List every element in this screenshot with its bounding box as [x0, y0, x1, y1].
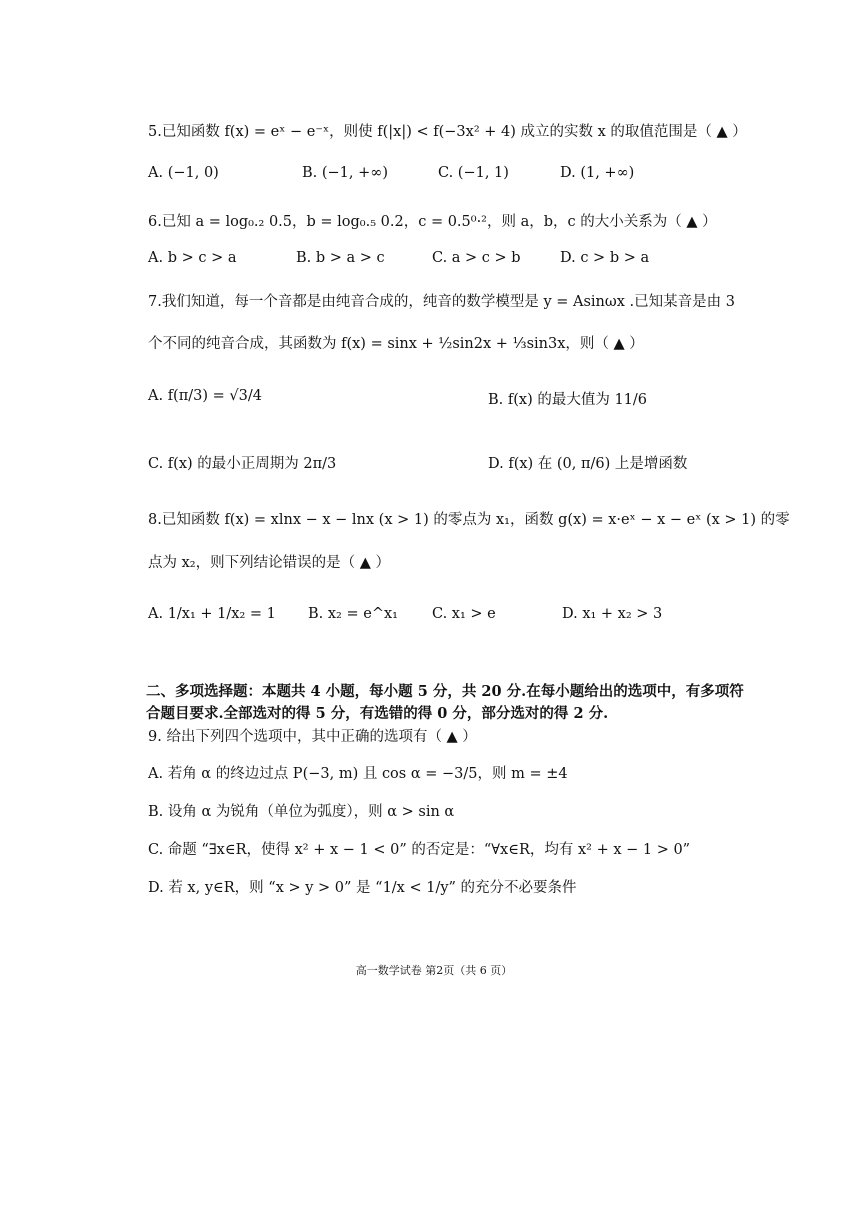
question-7-option-b: B. f(x) 的最大值为 11/6: [488, 392, 648, 408]
question-5-option-c: C. (−1, 1): [438, 165, 509, 181]
question-6-option-b: B. b > a > c: [296, 250, 385, 266]
question-8-stem-line-2: 点为 x₂，则下列结论错误的是（ ▲ ）: [148, 555, 390, 571]
page-footer: 高一数学试卷 第2页（共 6 页）: [355, 964, 513, 977]
question-9-option-a: A. 若角 α 的终边过点 P(−3, m) 且 cos α = −3/5，则 m = ±4: [148, 766, 568, 782]
question-7-option-c: C. f(x) 的最小正周期为 2π/3: [148, 456, 337, 472]
question-7-stem-line-2: 个不同的纯音合成，其函数为 f(x) = sinx + ½sin2x + ⅓sin3x，则（ ▲ ）: [148, 336, 644, 352]
question-9-stem: 9. 给出下列四个选项中，其中正确的选项有（ ▲ ）: [148, 729, 477, 745]
question-6-stem: 6.已知 a = log₀.₂ 0.5，b = log₀.₅ 0.2，c = 0.5⁰·²，则 a，b，c 的大小关系为（ ▲ ）: [148, 214, 717, 230]
question-5-option-d: D. (1, +∞): [560, 165, 635, 181]
question-5-option-a: A. (−1, 0): [148, 165, 219, 181]
question-6-option-a: A. b > c > a: [148, 250, 237, 266]
question-7-option-d: D. f(x) 在 (0, π/6) 上是增函数: [488, 456, 688, 472]
question-8-option-b: B. x₂ = e^x₁: [308, 606, 398, 622]
question-8-stem-line-1: 8.已知函数 f(x) = xlnx − x − lnx (x > 1) 的零点为 x₁，函数 g(x) = x·eˣ − x − eˣ (x > 1) 的零: [148, 512, 790, 528]
section-2-heading-line-2: 合题目要求.全部选对的得 5 分，有选错的得 0 分，部分选对的得 2 分.: [146, 705, 609, 722]
question-7-stem-line-1: 7.我们知道，每一个音都是由纯音合成的，纯音的数学模型是 y = Asinωx .已知某音是由 3: [148, 294, 735, 310]
question-5-option-b: B. (−1, +∞): [302, 165, 389, 181]
question-7-option-a: A. f(π/3) = √3/4: [148, 388, 262, 404]
question-5-stem: 5.已知函数 f(x) = eˣ − e⁻ˣ，则使 f(|x|) < f(−3x² + 4) 成立的实数 x 的取值范围是（ ▲ ）: [148, 124, 747, 140]
question-9-option-b: B. 设角 α 为锐角（单位为弧度），则 α > sin α: [148, 804, 455, 820]
question-9-option-d: D. 若 x, y∈R，则 “x > y > 0” 是 “1/x < 1/y” 的充分不必要条件: [148, 880, 577, 896]
section-2-heading-line-1: 二、多项选择题：本题共 4 小题，每小题 5 分，共 20 分.在每小题给出的选项中，有多项符: [146, 683, 744, 700]
question-8-option-c: C. x₁ > e: [432, 606, 496, 622]
question-6-option-c: C. a > c > b: [432, 250, 521, 266]
question-8-option-d: D. x₁ + x₂ > 3: [562, 606, 663, 622]
question-6-option-d: D. c > b > a: [560, 250, 650, 266]
question-8-option-a: A. 1/x₁ + 1/x₂ = 1: [148, 606, 276, 622]
question-9-option-c: C. 命题 “∃x∈R，使得 x² + x − 1 < 0” 的否定是：“∀x∈R，均有 x² + x − 1 > 0”: [148, 842, 691, 858]
